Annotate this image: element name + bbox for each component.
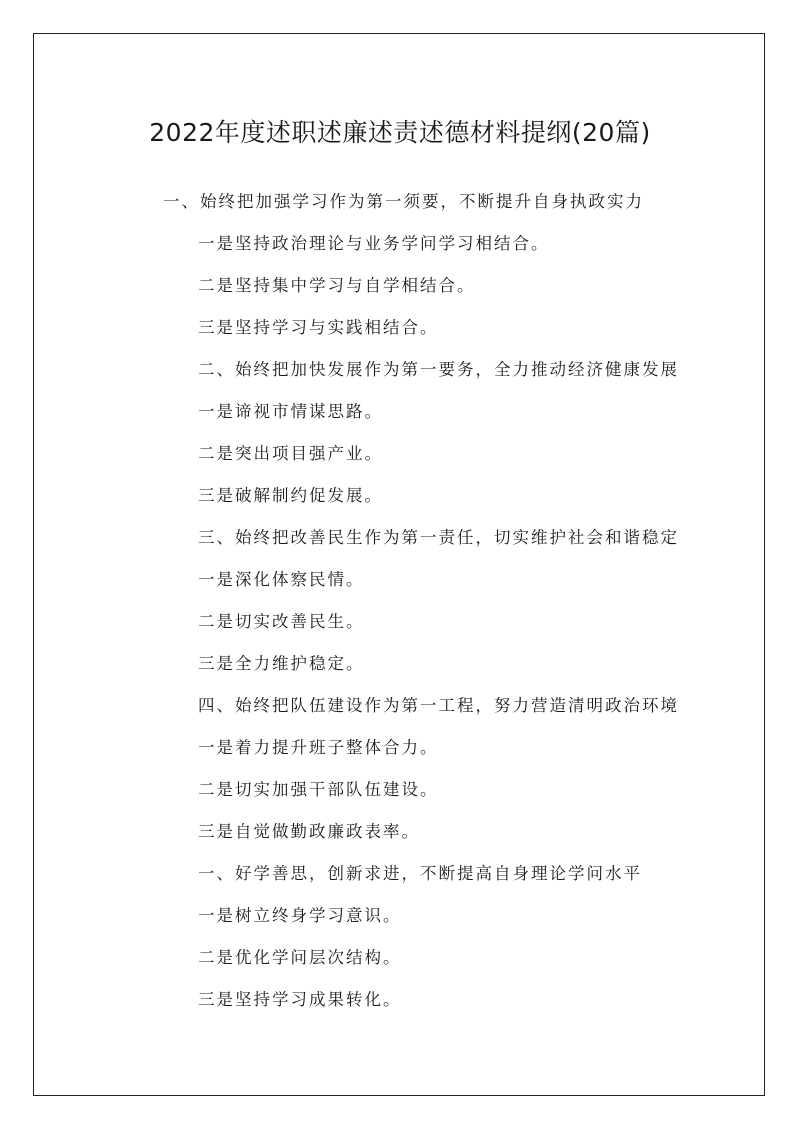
section-heading-2: 二、始终把加快发展作为第一要务，全力推动经济健康发展 (198, 360, 679, 379)
outline-item: 二是优化学问层次结构。 (198, 948, 402, 967)
section-heading-5: 一、好学善思，创新求进，不断提高自身理论学问水平 (198, 864, 642, 883)
outline-item: 三是坚持学习成果转化。 (198, 990, 402, 1009)
section-heading-1: 一、始终把加强学习作为第一须要，不断提升自身执政实力 (163, 192, 644, 211)
outline-item: 一是着力提升班子整体合力。 (198, 738, 439, 757)
section-heading-3: 三、始终把改善民生作为第一责任，切实维护社会和谐稳定 (198, 528, 679, 547)
outline-item: 二是突出项目强产业。 (198, 444, 383, 463)
document-title: 2022年度述职述廉述责述德材料提纲(20篇) (149, 118, 651, 147)
outline-item: 三是坚持学习与实践相结合。 (198, 318, 439, 337)
outline-item: 一是谛视市情谋思路。 (198, 402, 383, 421)
section-heading-4: 四、始终把队伍建设作为第一工程，努力营造清明政治环境 (198, 696, 679, 715)
outline-item: 一是树立终身学习意识。 (198, 906, 402, 925)
outline-item: 二是坚持集中学习与自学相结合。 (198, 276, 476, 295)
outline-item: 二是切实加强干部队伍建设。 (198, 780, 439, 799)
outline-item: 一是深化体察民情。 (198, 570, 365, 589)
outline-item: 一是坚持政治理论与业务学问学习相结合。 (198, 234, 550, 253)
outline-item: 三是自觉做勤政廉政表率。 (198, 822, 420, 841)
outline-item: 三是破解制约促发展。 (198, 486, 383, 505)
outline-item: 三是全力维护稳定。 (198, 654, 365, 673)
outline-item: 二是切实改善民生。 (198, 612, 365, 631)
